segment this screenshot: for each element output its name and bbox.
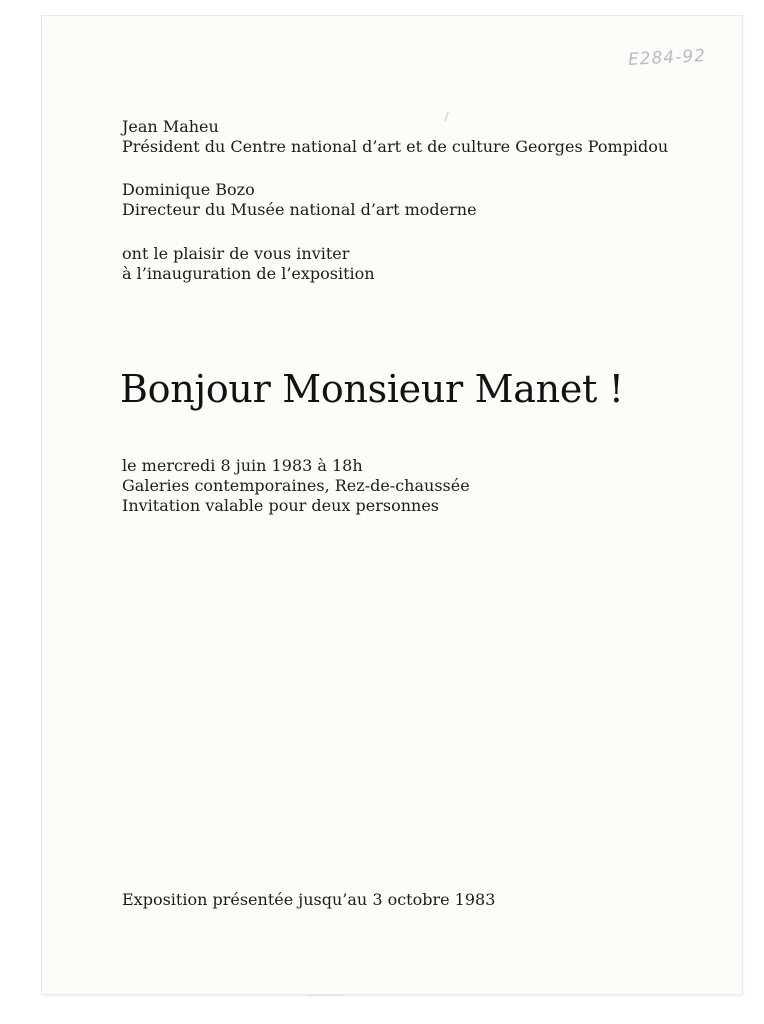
host-2 [122, 180, 477, 220]
event-details [122, 456, 470, 516]
invitation-line-2: à l’inauguration de l’exposition [122, 264, 375, 283]
exhibition-footer [122, 890, 495, 910]
host-2-name: Dominique Bozo [122, 180, 255, 199]
event-validity: Invitation valable pour deux personnes [122, 496, 439, 515]
archive-annotation: E284-92 [627, 45, 707, 71]
invitation-text [122, 244, 375, 284]
host-1-title: Président du Centre national d’art et de culture Georges Pompidou [122, 137, 669, 156]
exhibition-title: Bonjour Monsieur Manet ! [120, 367, 624, 411]
host-1-name: Jean Maheu [122, 117, 219, 136]
host-1 [122, 117, 668, 157]
event-location: Galeries contemporaines, Rez-de-chaussée [122, 476, 470, 495]
host-2-title: Directeur du Musée national d’art moderne [122, 200, 477, 219]
footer-text: Exposition présentée jusqu’au 3 octobre 1983 [122, 890, 496, 909]
invitation-line-1: ont le plaisir de vous inviter [122, 244, 350, 263]
event-date: le mercredi 8 juin 1983 à 18h [122, 456, 363, 475]
bottom-edge-mark [306, 994, 344, 996]
